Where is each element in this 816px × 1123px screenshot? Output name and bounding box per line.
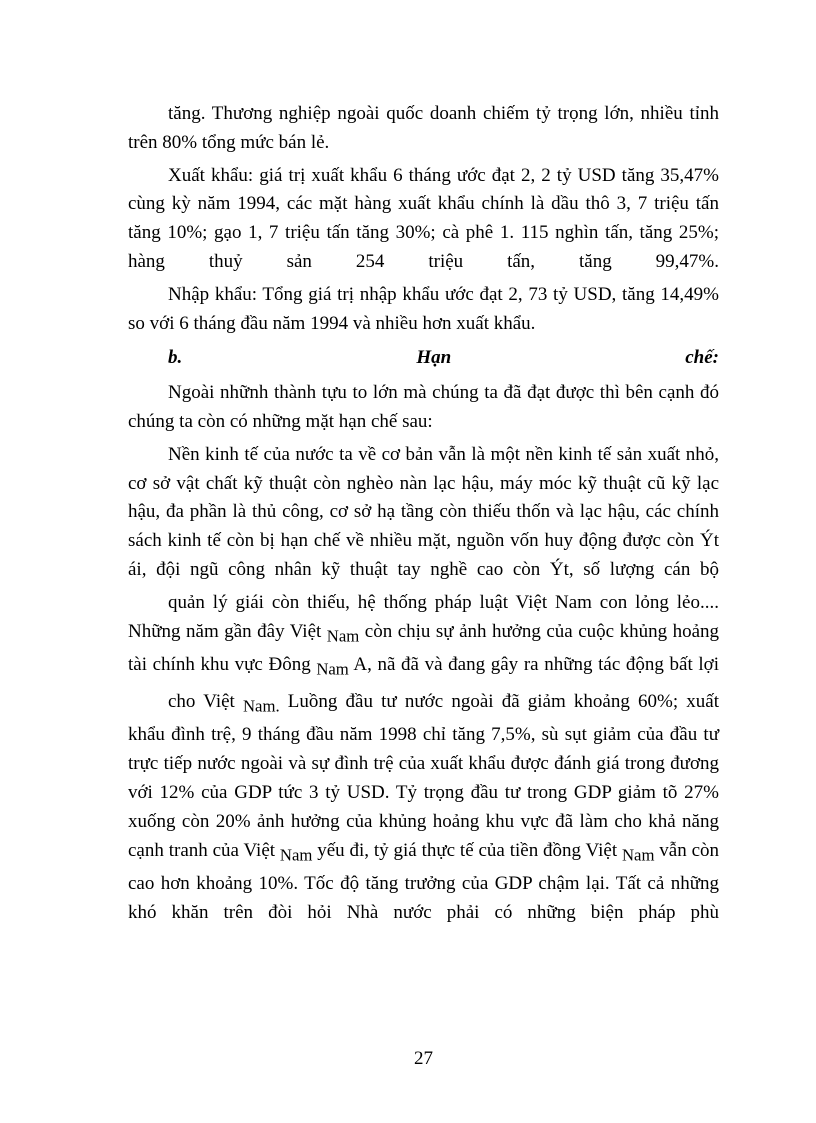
section-heading-b bbox=[128, 344, 719, 373]
paragraph-1 bbox=[128, 100, 719, 158]
text-run: Nhập khẩu: Tổng giá trị nhập khẩu ước đạt 2, 73 tỷ USD, tăng 14,49% so với 6 tháng đầu năm 1994 và nhiều hơn xuất khẩu. bbox=[128, 283, 719, 334]
paragraph-3 bbox=[128, 281, 719, 339]
text-run: Nền kinh tế của nước ta về cơ bản vẫn là một nền kinh tế sản xuất nhỏ, cơ sở vật chất kỹ thuật còn nghèo nàn lạc hậu, máy móc kỹ thuật cũ kỹ lạc hậu, đa phần là thủ công, cơ sở hạ tầng còn thiếu thốn và lạc hậu, các chính sách kinh tế còn bị hạn chế về nhiều mặt, nguồn vốn huy động được còn Ýt ái, đội ngũ công nhân kỹ thuật tay nghề cao còn Ýt, số lượng cán bộ bbox=[128, 443, 719, 580]
paragraph-6 bbox=[128, 589, 719, 684]
paragraph-7 bbox=[128, 688, 719, 927]
text-run: Xuất khẩu: giá trị xuất khẩu 6 tháng ước đạt 2, 2 tỷ USD tăng 35,47% cùng kỳ năm 1994, các mặt hàng xuất khẩu chính là dầu thô 3, 7 triệu tấn tăng 10%; gạo 1, 7 triệu tấn tăng 30%; cà phê 1. 115 nghìn tấn, tăng 25%; hàng thuỷ sản 254 triệu tấn, tăng 99,47%. bbox=[128, 164, 719, 272]
subscript-text: Nam bbox=[279, 845, 313, 865]
page-number: 27 bbox=[414, 1048, 433, 1069]
subscript-text: Nam bbox=[621, 845, 655, 865]
text-run: cho Việt bbox=[168, 691, 243, 713]
text-run: A, nã đã và đang gây ra những tác động bất lợi bbox=[348, 653, 720, 675]
text-run: yếu đi, tỷ giá thực tế của tiền đồng Việt bbox=[312, 839, 622, 861]
text-run: b. Hạn chế: bbox=[168, 347, 719, 369]
text-run: Ngoài nhữnh thành tựu to lớn mà chúng ta đã đạt được thì bên cạnh đó chúng ta còn có những mặt hạn chế sau: bbox=[128, 382, 719, 432]
paragraph-4 bbox=[128, 379, 719, 437]
subscript-text: Nam bbox=[316, 659, 349, 679]
subscript-text: Nam. bbox=[242, 696, 280, 716]
paragraph-2 bbox=[128, 162, 719, 277]
document-body bbox=[128, 100, 719, 932]
paragraph-5 bbox=[128, 441, 719, 585]
text-run: quản lý giái còn thiếu, hệ thống pháp luật Việt Nam con lỏng lẻo.... Những năm gần đây Việt bbox=[128, 591, 719, 642]
subscript-text: Nam bbox=[326, 626, 360, 646]
text-run: Luồng đầu tư nước ngoài đã giảm khoảng 60%; xuất khẩu đình trệ, 9 tháng đầu năm 1998 chỉ tăng 7,5%, sù sụt giảm của đầu tư trực tiếp nước ngoài và sự đình trệ của xuất khẩu được đánh giá trong đương với 12% của GDP tức 3 tỷ USD. Tỷ trọng đầu tư trong GDP giảm tõ 27% xuống còn 20% ảnh hưởng của khủng hoảng khu vực đã làm cho khả năng cạnh tranh của Việt bbox=[128, 691, 719, 861]
text-run: vẫn còn cao hơn khoảng 10%. Tốc độ tăng trưởng của GDP chậm lại. Tất cả những khó khăn trên đòi hỏi Nhà nước phải có những biện pháp phù bbox=[128, 839, 720, 923]
text-run: tăng. Thương nghiệp ngoài quốc doanh chiếm tỷ trọng lớn, nhiều tỉnh trên 80% tổng mức bán lẻ. bbox=[128, 103, 719, 153]
text-run: còn chịu sự ảnh hưởng của cuộc khủng hoảng tài chính khu vực Đông bbox=[128, 620, 719, 675]
